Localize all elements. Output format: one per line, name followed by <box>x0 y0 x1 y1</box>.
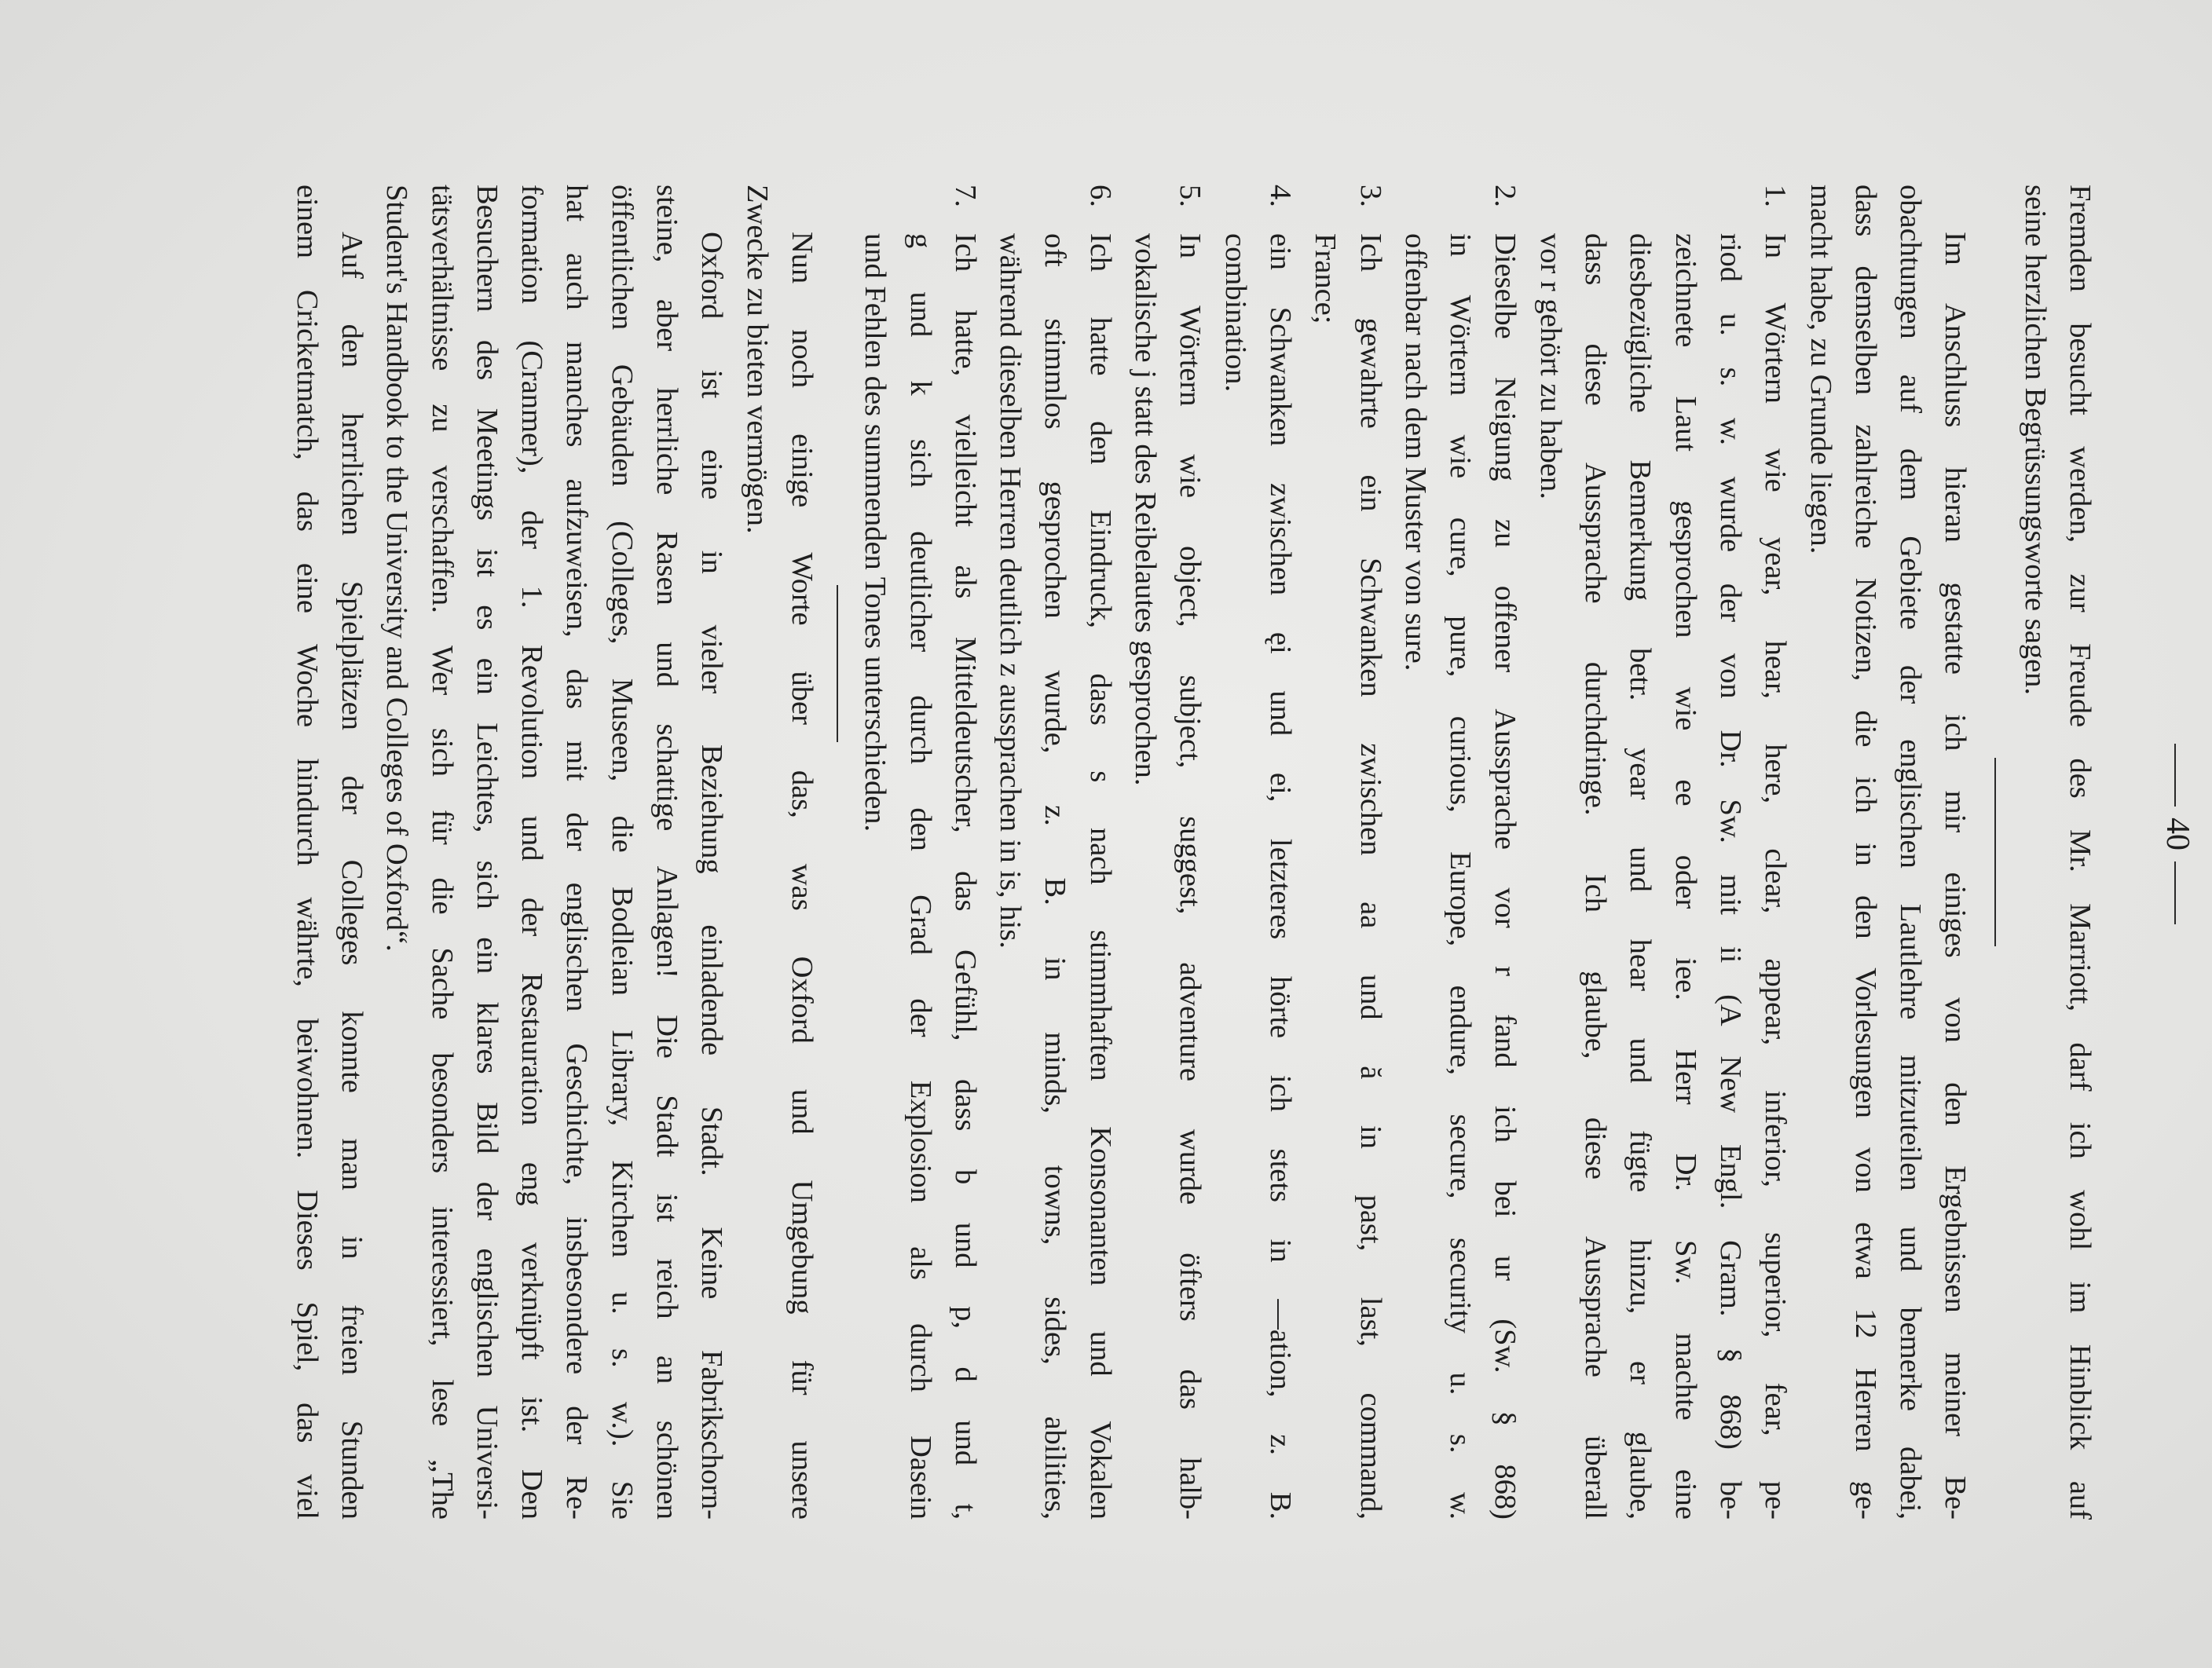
text-line: In Wörtern wie object, subject, suggest, adventure wurde öfters das halb- <box>1174 233 1207 1520</box>
list-item <box>1302 185 1393 1520</box>
text-line: Auf den herrlichen Spielplätzen der Colleges konnte man in freien Stunden <box>335 232 369 1520</box>
section-divider <box>837 585 838 742</box>
page-number-right-dash <box>2174 861 2176 924</box>
list-item-number: 1. <box>1759 185 1793 207</box>
text-line: Fremden besucht werden, zur Freude des Mr. Marriott, darf ich wohl im Hinblick auf <box>2064 185 2097 1520</box>
page-number <box>2154 0 2201 1668</box>
text-line: dass diese Aussprache durchdringe. Ich glaube, diese Aussprache überall <box>1579 233 1613 1520</box>
list-item-number: 3. <box>1353 185 1387 207</box>
text-line: Zwecke zu bieten vermögen. <box>740 185 774 534</box>
text-line: in Wörtern wie cure, pure, curious, Europe, endure, secure, security u. s. w. <box>1444 233 1478 1520</box>
list-item <box>852 185 987 1520</box>
list-item <box>1122 185 1213 1520</box>
text-line: öffentlichen Gebäuden (Colleges, Museen, die Bodleian Library, Kirchen u. s. w.). Sie <box>605 185 639 1520</box>
text-line: obachtungen auf dem Gebiete der englischen Lautlehre mitzuteilen und bemerke dabei, <box>1894 185 1928 1520</box>
text-line: seine herzlichen Begrüssungsworte sagen. <box>2018 185 2052 696</box>
numbered-list <box>852 185 1797 1520</box>
text-line: ein Schwanken zwischen ęi und ei, letzteres hörte ich stets in —ation, z. B. <box>1263 233 1297 1520</box>
paragraph-anschluss <box>1797 185 1977 1520</box>
text-line: Besuchern des Meetings ist es ein Leichtes, sich ein klares Bild der englischen Universi- <box>470 185 504 1520</box>
text-line: Ich hatte den Eindruck, dass s nach stimmhaften Konsonanten und Vokalen <box>1083 233 1117 1520</box>
list-item-number: 2. <box>1489 185 1522 207</box>
list-item-number: 5. <box>1174 185 1207 207</box>
text-line: Dieselbe Neigung zu offener Aussprache vor r fand ich bei ur (Sw. § 868) <box>1489 233 1522 1520</box>
text-line: In Wörtern wie year, hear, here, clear, appear, inferior, superior, fear, pe- <box>1759 233 1793 1520</box>
text-line: France; <box>1309 233 1342 324</box>
text-line: oft stimmlos gesprochen wurde, z. B. in minds, towns, sides, abilities, <box>1038 233 1072 1520</box>
text-line: tätsverhältnisse zu verschaffen. Wer sich für die Sache besonders interessiert, lese „The <box>425 185 459 1520</box>
section-divider <box>1994 758 1996 946</box>
list-item <box>987 185 1122 1520</box>
list-item <box>1212 185 1302 1520</box>
text-line: Oxford ist eine in vieler Beziehung einladende Stadt. Keine Fabrikschorn- <box>695 232 729 1520</box>
paragraph-nun <box>734 185 824 1520</box>
list-item <box>1393 185 1528 1520</box>
paragraph-intro <box>2012 185 2102 1520</box>
text-line: Ich gewahrte ein Schwanken zwischen aa und ă in past, last, command, <box>1353 233 1387 1520</box>
text-line: dass demselben zahlreiche Notizen, die ich in den Vorlesungen von etwa 12 Herren ge- <box>1848 185 1882 1520</box>
text-line: steine, aber herrliche Rasen und schattige Anlagen! Die Stadt ist reich an schönen <box>650 185 684 1520</box>
text-line: diesbezügliche Bemerkung betr. year und hear und fügte hinzu, er glaube, <box>1624 233 1657 1520</box>
text-line: zeichnete Laut gesprochen wie ee oder iee. Herr Dr. Sw. machte eine <box>1668 233 1702 1520</box>
text-line: vokalische j statt des Reibelautes gesprochen. <box>1129 233 1163 786</box>
paragraph-auf <box>284 185 374 1520</box>
text-line: formation (Cranmer), der 1. Revolution und der Restauration eng verknüpft ist. Den <box>515 185 549 1520</box>
paragraph-oxford <box>374 185 734 1520</box>
text-line: hat auch manches aufzuweisen, das mit der englischen Geschichte, insbesondere der Re- <box>560 185 594 1520</box>
list-item-number: 4. <box>1263 185 1297 207</box>
text-line: während dieselben Herren deutlich z aussprachen in is, his. <box>994 233 1027 949</box>
page-number-text: 40 <box>2159 818 2196 850</box>
list-item-number: 6. <box>1083 185 1117 207</box>
text-line: offenbar nach dem Muster von sure. <box>1398 233 1432 671</box>
text-line: Student's Handbook to the University and Colleges of Oxford“. <box>380 185 414 952</box>
text-line: riod u. s. w. wurde der von Dr. Sw. mit ii (A New Engl. Gram. § 868) be- <box>1713 233 1747 1520</box>
text-line: combination. <box>1218 233 1252 393</box>
list-item-number: 7. <box>948 185 982 207</box>
text-line: g und k sich deutlicher durch den Grad der Explosion als durch Dasein <box>903 233 937 1520</box>
text-line: Im Anschluss hieran gestatte ich mir einiges von den Ergebnissen meiner Be- <box>1939 232 1972 1520</box>
text-column <box>284 185 2102 1520</box>
text-line: macht habe, zu Grunde liegen. <box>1804 185 1837 554</box>
list-item <box>1527 185 1797 1520</box>
text-line: Nun noch einige Worte über das, was Oxford und Umgebung für unsere <box>785 232 819 1520</box>
text-line: und Fehlen des summenden Tones unterschieden. <box>859 233 892 832</box>
text-line: Ich hatte, vielleicht als Mitteldeutscher, das Gefühl, dass b und p, d und t, <box>948 233 982 1520</box>
page-number-left-dash <box>2174 744 2176 807</box>
text-line: einem Cricketmatch, das eine Woche hindurch währte, beiwohnen. Dieses Spiel, das viel <box>290 185 324 1520</box>
text-line: vor r gehört zu haben. <box>1533 233 1567 499</box>
